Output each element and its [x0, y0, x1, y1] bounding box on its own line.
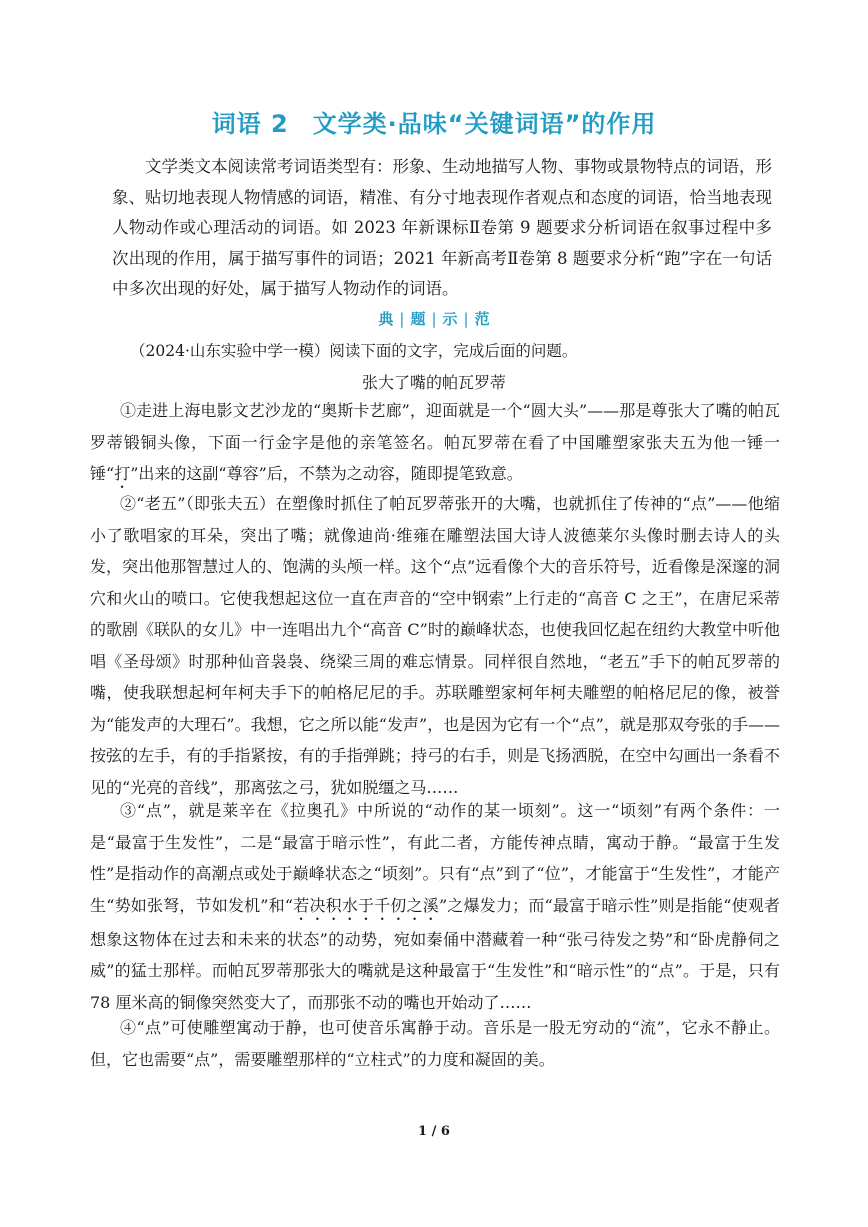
section-label: 典 | 题 | 示 | 范 [378, 310, 490, 328]
source-line: （2024·山东实验中学一模）阅读下面的文字，完成后面的问题。 [130, 342, 578, 360]
section-label-char: 示 [442, 310, 458, 328]
intro-paragraph: 文学类文本阅读常考词语类型有：形象、生动地描写人物、事物或景物特点的词语，形象、贴切地表现人物情感的词语，精准、有分寸地表现作者观点和态度的词语，恰当地表现人物动作或心理活动的词语。如 2023 年新课标Ⅱ卷第 9 题要求分析词语在叙事过程中多次出现的作用，属于描写事件的词语；2021 年新高考Ⅱ卷第 8 题要求分析“跑”字在一句话中多次出现的好处，属于描写人物动作的词语。 [112, 157, 772, 298]
paragraph-text: ”出来的这副“尊容”后，不禁为之动容，随即提笔致意。 [130, 464, 523, 483]
section-label-char: 范 [474, 310, 490, 328]
section-title [0, 104, 868, 139]
page-number: 1 / 6 [418, 1124, 450, 1139]
title-main: 文学类·品味“关键词语”的作用 [312, 110, 657, 138]
paragraph-text: ③“点”，就是莱辛在《拉奥孔》中所说的“动作的某一顷刻”。这一“顷刻”有两个条件：一是“最富于生发性”，二是“最富于暗示性”，有此二者，方能传神点睛，寓动于静。“最富于生发性”是指动作的高潮点或处于巅峰状态之“顷刻”。只有“点”到了“位”，才能富于“生发性”，才能产生“势如张弩，节如发机”和“ [90, 801, 780, 915]
passage-paragraph-1 [90, 395, 780, 492]
emphasized-phrase: 若决积水于千仞之溪 [293, 895, 439, 915]
section-label-char: 题 [410, 310, 426, 328]
paragraph-text: ①走进上海电影文艺沙龙的“奥斯卡艺廊”，迎面就是一个“圆大头”——那是尊张大了嘴的帕瓦罗蒂锻铜头像，下面一行金字是他的亲笔签名。帕瓦罗蒂在看了中国雕塑家张夫五为他一锤一锤“ [90, 401, 780, 483]
section-label-char: 典 [378, 310, 394, 328]
passage-paragraph-4: ④“点”可使雕塑寓动于静，也可使音乐寓静于动。音乐是一股无穷动的“流”，它永不静止。但，它也需要“点”，需要雕塑那样的“立柱式”的力度和凝固的美。 [90, 1018, 780, 1069]
passage-paragraph-3 [90, 795, 780, 1018]
passage-title: 张大了嘴的帕瓦罗蒂 [361, 373, 506, 392]
paragraph-text: ”之爆发力；而“最富于暗示性”则是指能“使观者想象这物体在过去和未来的状态”的动势，宛如秦俑中潜藏着一种“张弓待发之势”和“卧虎静伺之威”的猛士那样。而帕瓦罗蒂那张大的嘴就是这种最富于“生发性”和“暗示性”的“点”。于是，只有 78 厘米高的铜像突然变大了，而那张不动的嘴也开始动了…… [90, 895, 780, 1012]
emphasized-word: 打 [114, 464, 131, 483]
title-prefix: 词语 2 [211, 110, 289, 138]
passage-paragraph-2: ②“老五”（即张夫五）在塑像时抓住了帕瓦罗蒂张开的大嘴，也就抓住了传神的“点”——他缩小了歌唱家的耳朵，突出了嘴；就像迪尚·维雍在雕塑法国大诗人波德莱尔头像时删去诗人的头发，突出他那智慧过人的、饱满的头颅一样。这个“点”远看像个大的音乐符号，近看像是深邃的洞穴和火山的喷口。它使我想起这位一直在声音的“空中钢索”上行走的“高音 C 之王”，在唐尼采蒂的歌剧《联队的女儿》中一连唱出九个“高音 C”时的巅峰状态，也使我回忆起在纽约大教堂中听他唱《圣母颂》时那种仙音袅袅、绕梁三周的难忘情景。同样很自然地，“老五”手下的帕瓦罗蒂的嘴，使我联想起柯年柯夫手下的帕格尼尼的手。苏联雕塑家柯年柯夫雕塑的帕格尼尼的像，被誉为“能发声的大理石”。我想，它之所以能“发声”，也是因为它有一个“点”，就是那双夸张的手——按弦的左手，有的手指紧按，有的手指弹跳；持弓的右手，则是飞扬洒脱，在空中勾画出一条看不见的“光亮的音线”，那离弦之弓，犹如脱缰之马…… [90, 494, 780, 797]
